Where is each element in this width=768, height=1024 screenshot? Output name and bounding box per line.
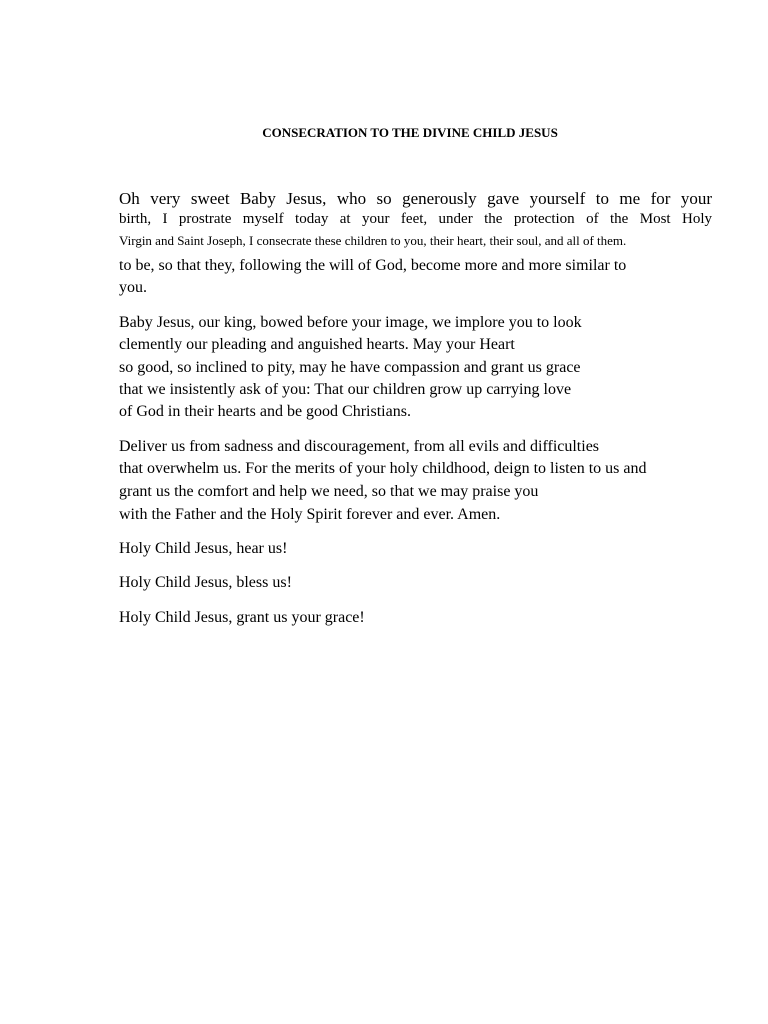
invocation-hear-us: Holy Child Jesus, hear us!: [119, 540, 288, 557]
paragraph-3-line-1: Deliver us from sadness and discouragement, from all evils and difficulties: [119, 438, 600, 455]
paragraph-1-line-1: Oh very sweet Baby Jesus, who so generously gave yourself to me for your: [119, 189, 712, 208]
paragraph-2-line-2: clemently our pleading and anguished hearts. May your Heart: [119, 336, 515, 353]
invocation-bless-us: Holy Child Jesus, bless us!: [119, 574, 292, 591]
paragraph-3-line-3: grant us the comfort and help we need, so that we may praise you: [119, 483, 539, 500]
paragraph-1-line-3: Virgin and Saint Joseph, I consecrate these children to you, their heart, their soul, and all of them.: [119, 233, 627, 248]
paragraph-2-line-5: of God in their hearts and be good Christians.: [119, 403, 411, 420]
paragraph-1-line-2: birth, I prostrate myself today at your feet, under the protection of the Most Holy: [119, 211, 712, 227]
paragraph-2-line-3: so good, so inclined to pity, may he have compassion and grant us grace: [119, 359, 581, 376]
paragraph-3-line-2: that overwhelm us. For the merits of your holy childhood, deign to listen to us and: [119, 460, 647, 477]
document-title: CONSECRATION TO THE DIVINE CHILD JESUS: [262, 125, 558, 140]
paragraph-1-line-5: you.: [119, 279, 147, 296]
paragraph-2-line-4: that we insistently ask of you: That our children grow up carrying love: [119, 381, 572, 398]
paragraph-3-line-4: with the Father and the Holy Spirit forever and ever. Amen.: [119, 506, 501, 523]
paragraph-2-line-1: Baby Jesus, our king, bowed before your image, we implore you to look: [119, 314, 582, 331]
paragraph-1-line-4: to be, so that they, following the will of God, become more and more similar to: [119, 257, 627, 274]
invocation-grant-grace: Holy Child Jesus, grant us your grace!: [119, 609, 365, 626]
